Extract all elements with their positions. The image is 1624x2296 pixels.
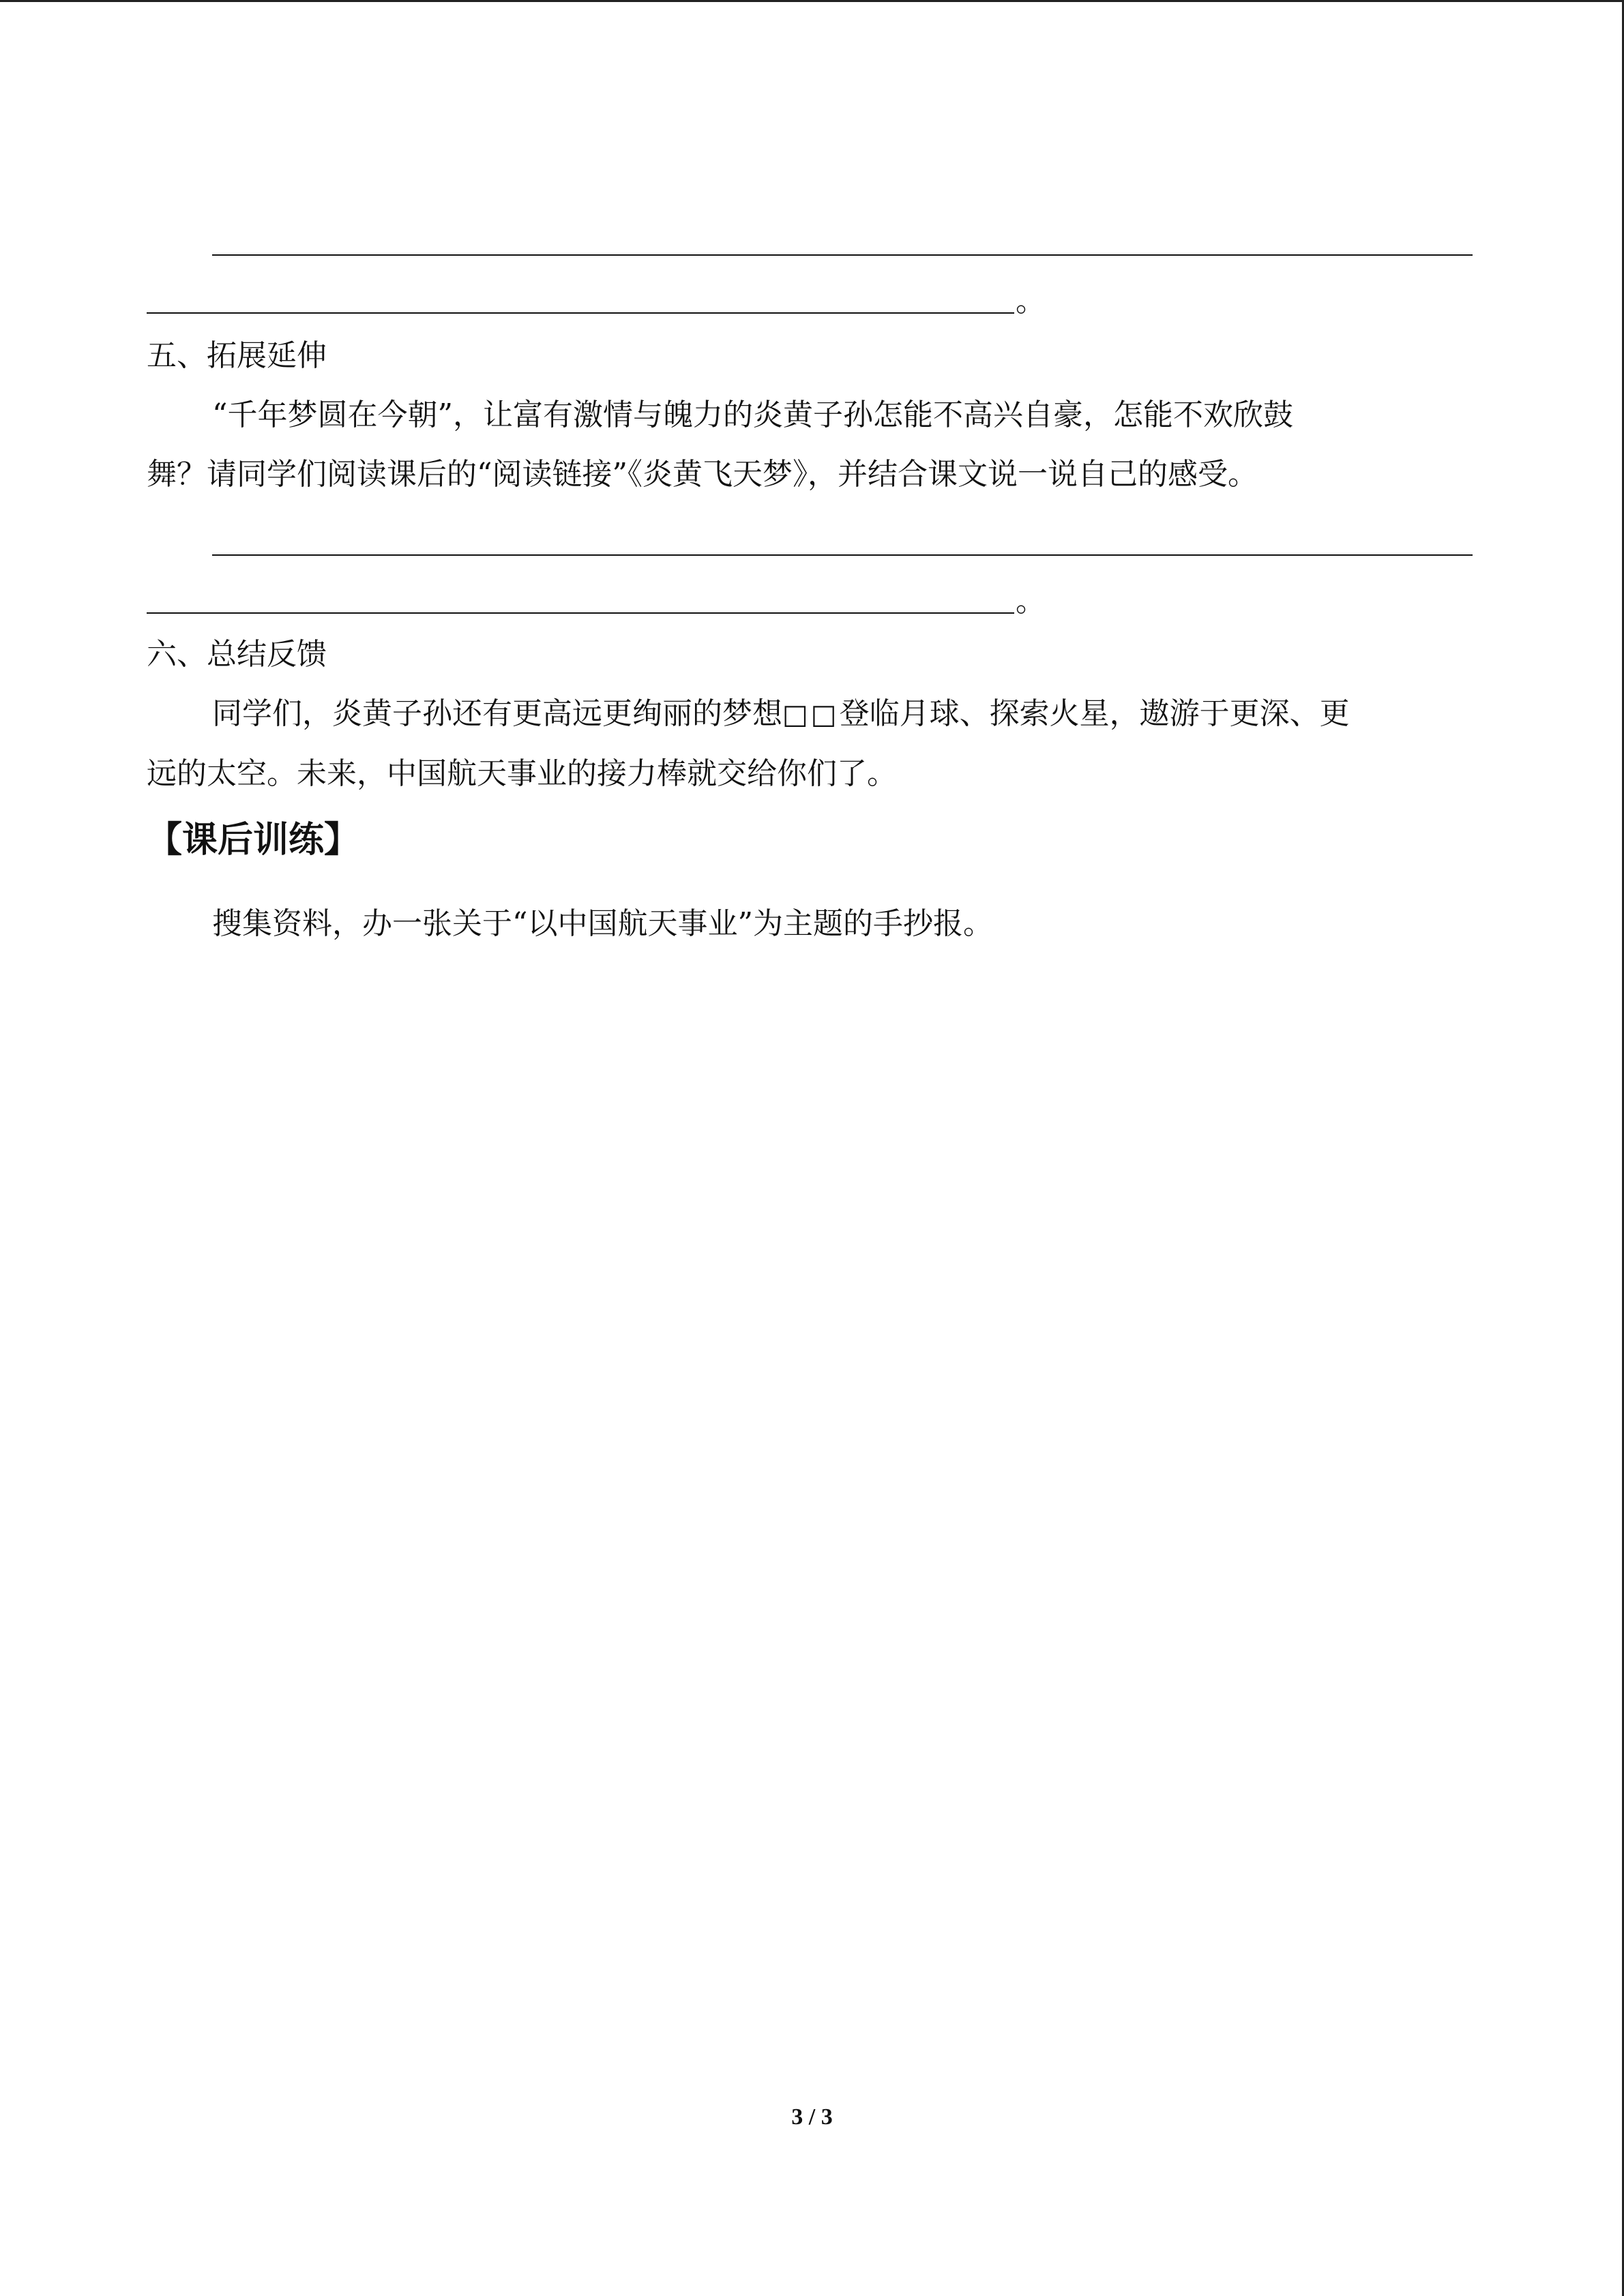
section-6-paragraph-line-1 bbox=[212, 696, 1350, 731]
answer-period-1: 。 bbox=[1016, 284, 1046, 318]
answer-line-1a bbox=[212, 254, 1473, 256]
section-5-paragraph-line-2: 舞？请同学们阅读课后的“阅读链接”《炎黄飞天梦》，并结合课文说一说自己的感受。 bbox=[147, 457, 1258, 492]
page-number: 3 / 3 bbox=[791, 2104, 833, 2130]
page-top-border bbox=[0, 0, 1624, 2]
section-6-heading: 六、总结反馈 bbox=[147, 637, 327, 672]
answer-line-2a bbox=[212, 554, 1473, 556]
section-6-text-a: 同学们，炎黄子孙还有更高远更绚丽的梦想 bbox=[212, 696, 782, 731]
answer-line-2b bbox=[147, 612, 1014, 614]
section-6-paragraph-line-2: 远的太空。未来，中国航天事业的接力棒就交给你们了。 bbox=[147, 756, 897, 791]
section-5-heading: 五、拓展延伸 bbox=[147, 338, 327, 373]
homework-task: 搜集资料，办一张关于“以中国航天事业”为主题的手抄报。 bbox=[212, 906, 993, 941]
section-5-paragraph-line-1: “千年梦圆在今朝”，让富有激情与魄力的炎黄子孙怎能不高兴自豪，怎能不欢欣鼓 bbox=[212, 398, 1293, 432]
homework-heading: 【课后训练】 bbox=[147, 820, 360, 861]
answer-line-1b bbox=[147, 312, 1014, 314]
placeholder-boxes: □□ bbox=[782, 699, 840, 730]
answer-period-2: 。 bbox=[1016, 584, 1046, 618]
section-6-text-b: 登临月球、探索火星，遨游于更深、更 bbox=[839, 696, 1350, 731]
